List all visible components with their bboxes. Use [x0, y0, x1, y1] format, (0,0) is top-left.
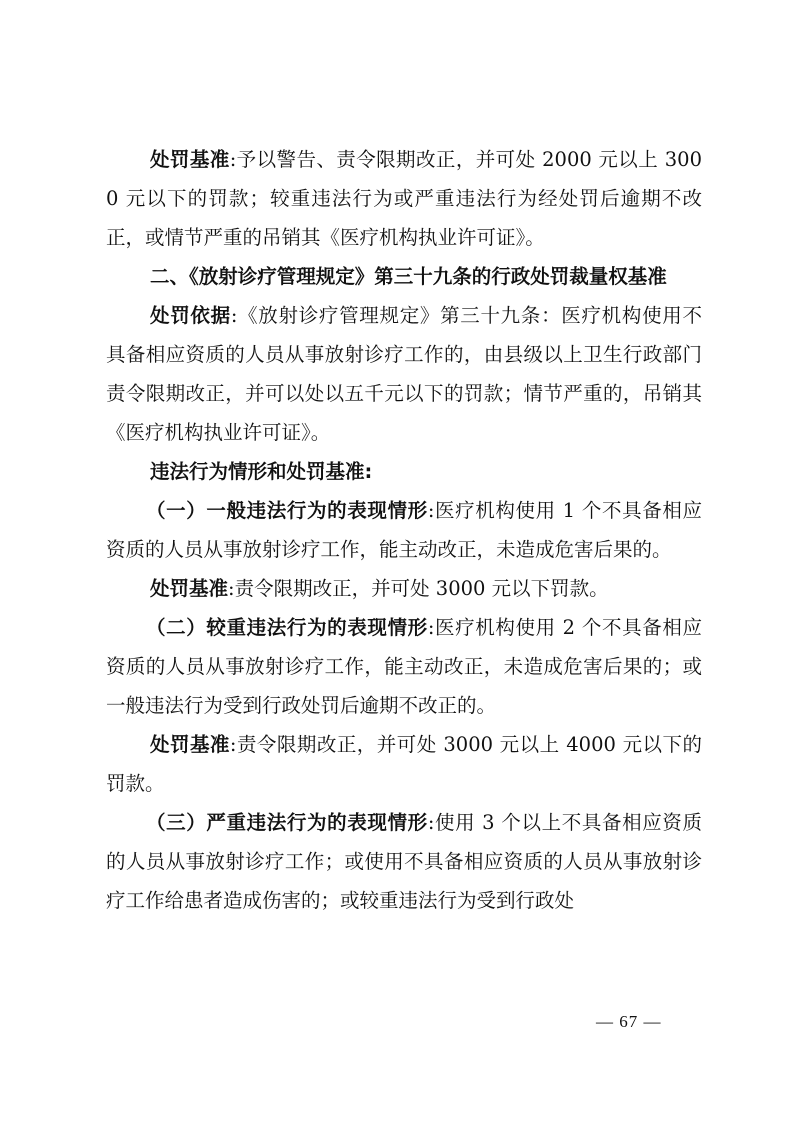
label-colon: :: [228, 577, 235, 600]
case-general-text: 医疗机构使用 1 个不具备相应资质的人员从事放射诊疗工作，能主动改正，未造成危害后果的。: [106, 499, 702, 561]
label-colon: :: [229, 733, 237, 756]
document-body: [106, 140, 702, 920]
standard-general-text: 责令限期改正，并可处 3000 元以下罚款。: [234, 577, 609, 600]
standard-general-paragraph: [106, 569, 702, 608]
standard-serious-paragraph: [106, 725, 702, 803]
label-colon: :: [427, 616, 435, 639]
case-serious-label: （二）较重违法行为的表现情形: [146, 616, 428, 639]
page-number: — 67 —: [596, 1012, 662, 1031]
case-general-paragraph: [106, 491, 702, 569]
standard-serious-text: 责令限期改正，并可处 3000 元以上 4000 元以下的罚款。: [106, 733, 702, 795]
standard-general-label: 处罚基准: [150, 577, 229, 600]
penalty-basis-paragraph: [106, 296, 702, 452]
case-general-label: （一）一般违法行为的表现情形: [146, 499, 428, 522]
penalty-standard-label: 处罚基准: [150, 148, 230, 171]
label-colon: :: [427, 811, 435, 834]
case-serious-paragraph: [106, 608, 702, 725]
label-colon: :: [427, 499, 435, 522]
standard-serious-label: 处罚基准: [150, 733, 230, 756]
penalty-basis-label: 处罚依据: [150, 304, 231, 327]
section-heading: 二、《放射诊疗管理规定》第三十九条的行政处罚裁量权基准: [150, 265, 667, 288]
case-severe-paragraph: [106, 803, 702, 920]
case-severe-label: （三）严重违法行为的表现情形: [146, 811, 428, 834]
label-colon: :: [229, 148, 237, 171]
penalty-standard-paragraph: [106, 140, 702, 257]
penalty-basis-text: 《放射诊疗管理规定》第三十九条：医疗机构使用不具备相应资质的人员从事放射诊疗工作的，由县级以上卫生行政部门责令限期改正，并可以处以五千元以下的罚款；情节严重的，吊销其《医疗机构执业许可证》。: [106, 304, 702, 444]
label-colon: :: [230, 304, 238, 327]
case-serious-text: 医疗机构使用 2 个不具备相应资质的人员从事放射诊疗工作，能主动改正，未造成危害后果的；或一般违法行为受到行政处罚后逾期不改正的。: [106, 616, 702, 717]
subheading: 违法行为情形和处罚基准:: [150, 460, 373, 483]
penalty-standard-text: 予以警告、责令限期改正，并可处 2000 元以上 3000 元以下的罚款；较重违法行为或严重违法行为经处罚后逾期不改正，或情节严重的吊销其《医疗机构执业许可证》。: [106, 148, 702, 249]
case-severe-text: 使用 3 个以上不具备相应资质的人员从事放射诊疗工作；或使用不具备相应资质的人员从事放射诊疗工作给患者造成伤害的；或较重违法行为受到行政处: [106, 811, 702, 912]
